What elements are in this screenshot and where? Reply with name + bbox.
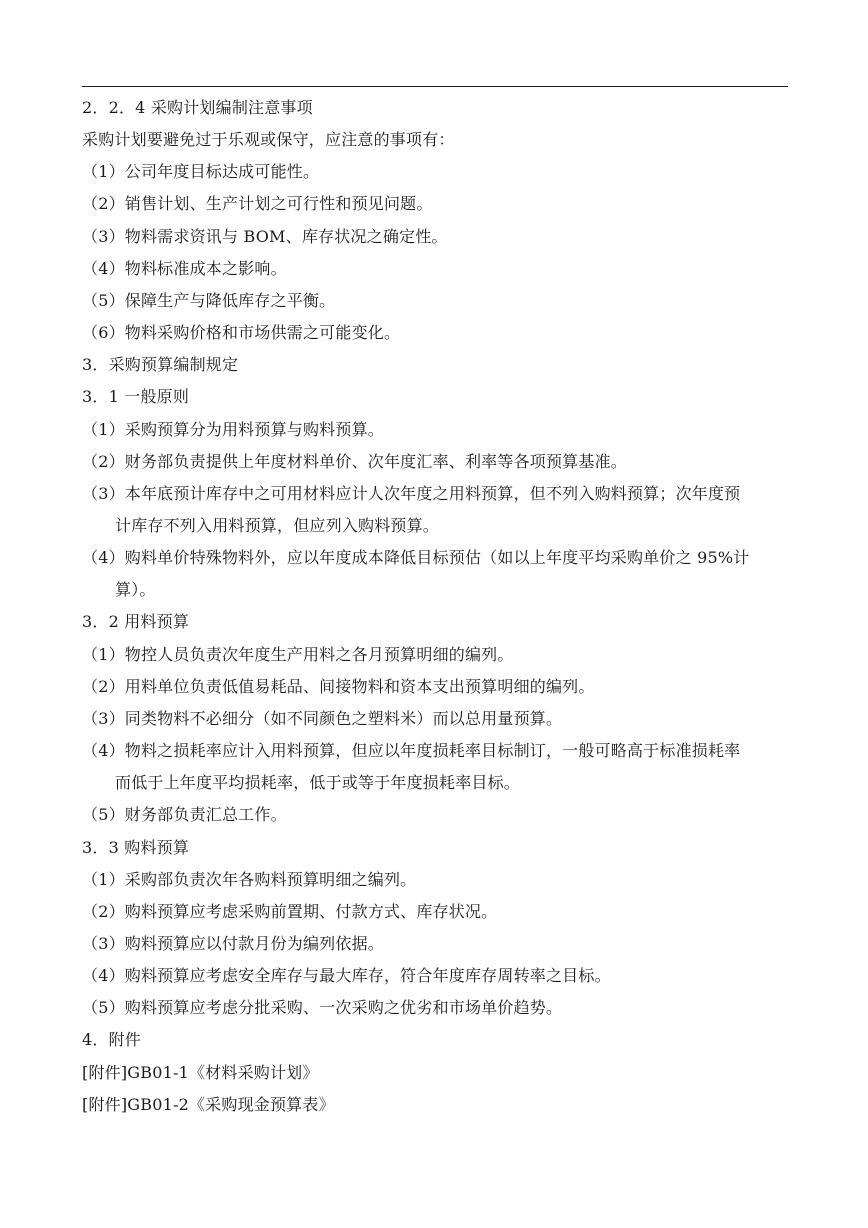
section-heading-3-1: 3．1 一般原则 — [82, 387, 190, 406]
list-item: （4）购料预算应考虑安全库存与最大库存，符合年度库存周转率之目标。 — [82, 966, 611, 985]
section-heading-2-2-4: 2．2．4 采购计划编制注意事项 — [82, 98, 313, 117]
section-heading-3-2: 3．2 用料预算 — [82, 612, 190, 631]
list-item-continuation: 计库存不列入用料预算，但应列入购料预算。 — [115, 516, 440, 535]
section-heading-3-3: 3．3 购料预算 — [82, 838, 190, 857]
list-item: （2）用料单位负责低值易耗品、间接物料和资本支出预算明细的编列。 — [82, 677, 595, 696]
list-item: （1）公司年度目标达成可能性。 — [82, 162, 320, 181]
list-item: （1）采购预算分为用料预算与购料预算。 — [82, 420, 384, 439]
section-intro: 采购计划要避免过于乐观或保守，应注意的事项有： — [82, 130, 455, 149]
list-item: （2）销售计划、生产计划之可行性和预见问题。 — [82, 194, 433, 213]
list-item: （5）财务部负责汇总工作。 — [82, 805, 287, 824]
list-item: （5）保障生产与降低库存之平衡。 — [82, 291, 336, 310]
attachment-item: [附件]GB01-2《采购现金预算表》 — [82, 1095, 335, 1114]
list-item: （2）财务部负责提供上年度材料单价、次年度汇率、利率等各项预算基准。 — [82, 452, 627, 471]
list-item-continuation: 算）。 — [115, 580, 156, 599]
list-item-continuation: 而低于上年度平均损耗率，低于或等于年度损耗率目标。 — [115, 773, 521, 792]
section-heading-4: 4．附件 — [82, 1030, 141, 1049]
list-item: （4）购料单价特殊物料外，应以年度成本降低目标预估（如以上年度平均采购单价之 95%计 — [82, 548, 750, 567]
list-item: （3）本年底预计库存中之可用材料应计人次年度之用料预算，但不列入购料预算；次年度预 — [82, 484, 741, 503]
list-item: （5）购料预算应考虑分批采购、一次采购之优劣和市场单价趋势。 — [82, 998, 563, 1017]
header-rule — [82, 86, 788, 87]
list-item: （4）物料之损耗率应计入用料预算，但应以年度损耗率目标制订，一般可略高于标准损耗率 — [82, 741, 741, 760]
section-heading-3: 3．采购预算编制规定 — [82, 355, 239, 374]
list-item: （2）购料预算应考虑采购前置期、付款方式、库存状况。 — [82, 902, 498, 921]
list-item: （3）同类物料不必细分（如不同颜色之塑料米）而以总用量预算。 — [82, 709, 563, 728]
list-item: （6）物料采购价格和市场供需之可能变化。 — [82, 323, 401, 342]
list-item: （1）采购部负责次年各购料预算明细之编列。 — [82, 870, 417, 889]
list-item: （4）物料标准成本之影响。 — [82, 259, 287, 278]
list-item: （1）物控人员负责次年度生产用料之各月预算明细的编列。 — [82, 645, 514, 664]
list-item: （3）购料预算应以付款月份为编列依据。 — [82, 934, 384, 953]
attachment-item: [附件]GB01-1《材料采购计划》 — [82, 1063, 319, 1082]
list-item: （3）物料需求资讯与 BOM、库存状况之确定性。 — [82, 227, 448, 246]
